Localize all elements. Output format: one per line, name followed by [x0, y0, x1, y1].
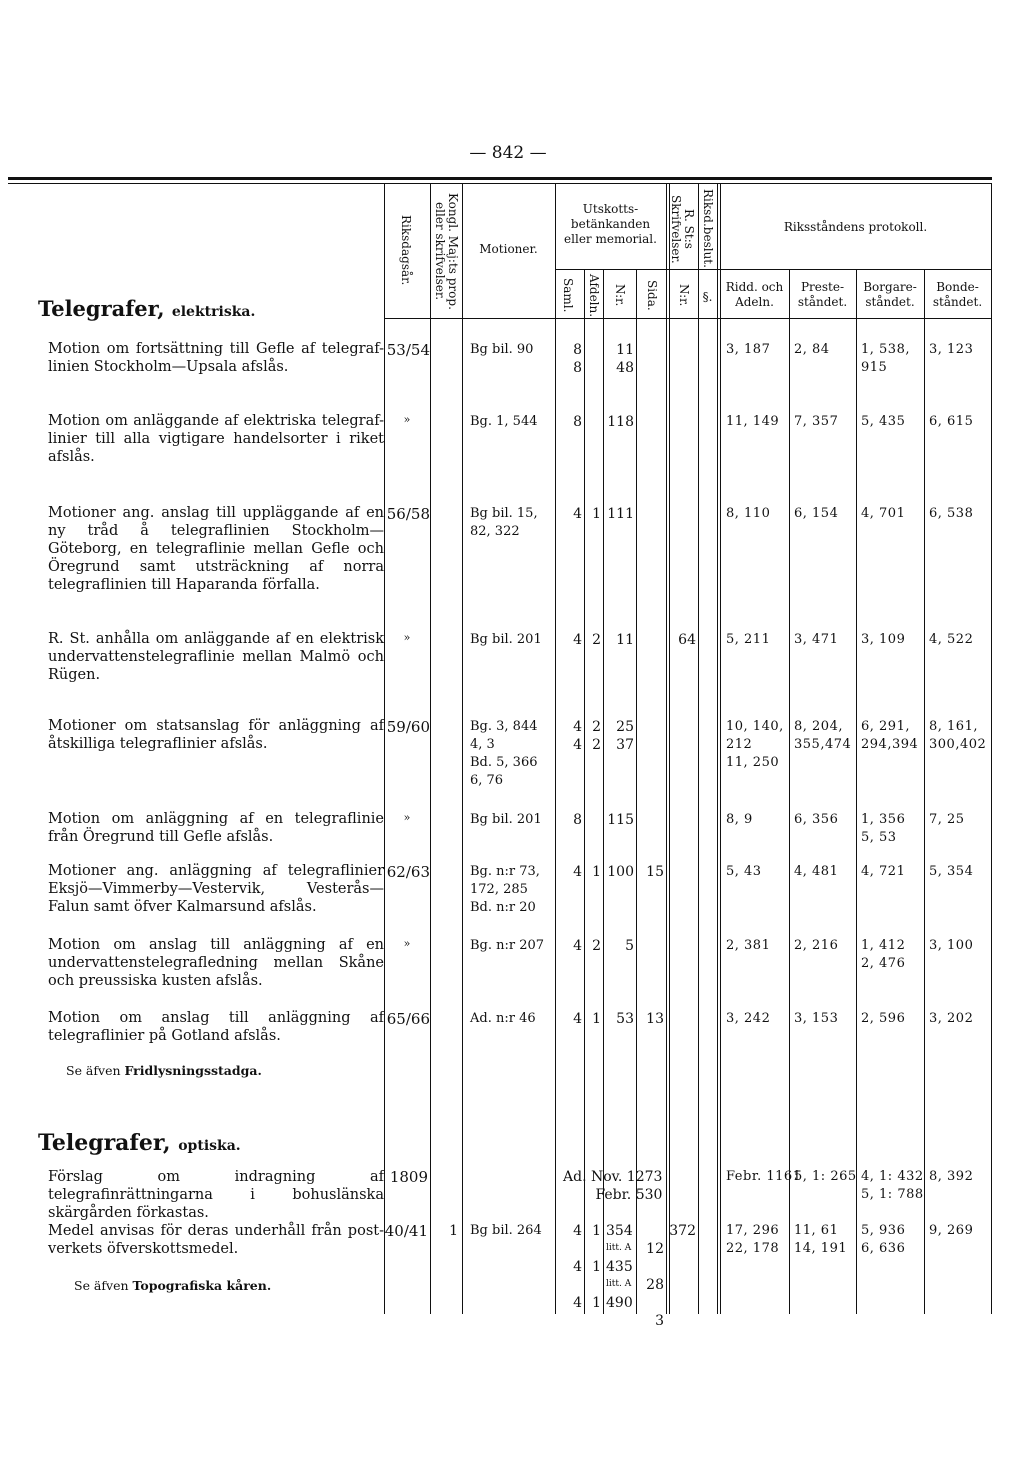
see-also-prefix: Se äfven	[66, 1063, 121, 1078]
row-ridd: Febr. 1161	[726, 1169, 802, 1184]
row-motion: Bg. 3, 844 4, 3 Bd. 5, 366 6, 76	[470, 719, 538, 788]
row-borgare: 1, 538, 915	[861, 342, 910, 375]
row-description: Motion om anläggning af en telegraflinie från Öregrund till Gefle afslås.	[48, 811, 384, 845]
row-ridd: 17, 296 22, 178	[726, 1223, 780, 1256]
row-saml: 4	[573, 506, 582, 522]
row-preste: 4, 481	[794, 864, 839, 879]
row-kongl: 1	[449, 1223, 458, 1239]
row-litt: litt. A	[606, 1279, 632, 1289]
row-nr: 354	[606, 1223, 633, 1239]
header-bonde: Bonde- ståndet.	[932, 280, 983, 309]
row-motion: Bg bil. 201	[470, 812, 542, 827]
row-description: Motioner ang. anslag till uppläggande af en ny tråd å telegraflinien Stockholm—Göteborg, en telegraflinie mellan Gefle och Öregrund samt utsträckning af norra telegraflinien till Haparanda förfalla.	[48, 505, 384, 593]
col-line	[698, 184, 699, 1314]
row-ridd: 8, 110	[726, 506, 771, 521]
section-title-elektriska	[38, 296, 255, 321]
row-bonde: 9, 269	[929, 1223, 974, 1238]
header-para: §.	[702, 290, 713, 304]
section-title-main: Telegrafer,	[38, 296, 165, 321]
row-afd: 1	[592, 1011, 601, 1027]
row-bonde: 4, 522	[929, 632, 974, 647]
row-bonde: 7, 25	[929, 812, 965, 827]
col-line	[717, 184, 718, 1314]
row-bonde: 3, 202	[929, 1011, 974, 1026]
row-nr: 11	[616, 632, 634, 648]
row-motion: Bg. n:r 207	[470, 938, 545, 953]
row-description: Motioner om statsanslag för anläggning af åtskilliga telegraflinier afslås.	[48, 718, 384, 752]
row-saml: 4	[573, 938, 582, 954]
row-nr: 118	[607, 414, 634, 430]
header-saml: Saml.	[561, 277, 575, 313]
row-rst: 372	[669, 1223, 696, 1239]
row-nr: 53	[616, 1011, 634, 1027]
row-motion: Bg bil. 90	[470, 342, 534, 357]
row-borgare: 3, 109	[861, 632, 906, 647]
page-number: — 842 —	[469, 143, 547, 163]
col-line	[669, 184, 670, 1314]
row-afd: 1	[592, 506, 601, 522]
row-ridd: 10, 140, 212 11, 250	[726, 719, 784, 770]
row-preste: 8, 204, 355,474	[794, 719, 852, 752]
row-motion: Bg bil. 201	[470, 632, 542, 647]
see-also-prefix: Se äfven	[74, 1278, 129, 1293]
row-afd: 1	[592, 1295, 601, 1311]
row-saml: 4	[573, 632, 582, 648]
row-afd: 1	[592, 1223, 601, 1239]
row-afd: 2	[592, 938, 601, 954]
col-line	[430, 184, 431, 1314]
row-nr: 435	[606, 1259, 633, 1275]
row-nr: 490	[606, 1295, 633, 1311]
row-sida: 15	[646, 864, 664, 880]
row-description: Motion om fortsättning till Gefle af telegraf-linien Stockholm—Upsala afslås.	[48, 341, 384, 375]
row-utskott: Ad. Nov. 1273 Febr. 530	[563, 1169, 663, 1203]
row-borgare: 1, 412 2, 476	[861, 938, 906, 971]
row-nr: 11 48	[616, 342, 634, 376]
row-afd: 1	[592, 864, 601, 880]
col-line	[584, 270, 585, 1314]
row-motion: Bg bil. 15, 82, 322	[470, 506, 538, 539]
header-utskott: Utskotts- betänkanden eller memorial.	[564, 202, 657, 246]
row-borgare: 4, 701	[861, 506, 906, 521]
row-borgare: 4, 721	[861, 864, 906, 879]
row-year: »	[403, 413, 411, 426]
col-line	[666, 184, 667, 1314]
row-description: Motion om anläggande af elektriska telegraf-linier till alla vigtigare handelsorter i riket afslås.	[48, 413, 384, 465]
row-bonde: 8, 161, 300,402	[929, 719, 987, 752]
row-borgare: 1, 356 5, 53	[861, 812, 906, 845]
row-year: 65/66	[386, 1010, 430, 1028]
section-subtitle: optiska.	[178, 1138, 241, 1154]
row-saml: 4	[573, 1295, 582, 1311]
row-bonde: 8, 392	[929, 1169, 974, 1184]
col-line	[636, 270, 637, 1314]
row-year: »	[403, 631, 411, 644]
header-rsts: R. St:s Skrifvelser.	[669, 194, 696, 264]
header-afdeln: Afdeln.	[587, 274, 601, 318]
header-nr2: N:r.	[677, 283, 691, 307]
header-preste: Preste- ståndet.	[797, 280, 848, 309]
row-afd: 2	[592, 632, 601, 648]
see-also-ref[interactable]: Fridlysningsstadga.	[124, 1063, 262, 1078]
row-saml: 4 4	[573, 719, 582, 753]
row-saml: 8	[573, 812, 582, 828]
row-nr: 5	[625, 938, 634, 954]
col-line	[789, 270, 790, 1314]
row-year: 59/60	[386, 718, 430, 736]
row-ridd: 5, 43	[726, 864, 762, 879]
row-preste: 5, 1: 265	[794, 1169, 857, 1184]
row-year: »	[403, 811, 411, 824]
see-also-topografiska	[74, 1278, 271, 1293]
row-saml: 4	[573, 1011, 582, 1027]
row-year: 56/58	[386, 505, 430, 523]
row-preste: 6, 356	[794, 812, 839, 827]
section-title-main: Telegrafer,	[38, 1130, 171, 1156]
row-preste: 2, 84	[794, 342, 830, 357]
header-nr: N:r.	[613, 283, 627, 307]
row-description: Medel anvisas för deras underhåll från post-verkets öfverskottsmedel.	[48, 1223, 384, 1257]
header-borgare: Borgare- ståndet.	[863, 280, 917, 309]
header-protokoll: Riksståndens protokoll.	[783, 220, 928, 234]
col-line	[924, 270, 925, 1314]
row-afd: 2 2	[592, 719, 601, 753]
see-also-fridlysning	[66, 1063, 262, 1078]
row-description: Förslag om indragning af telegrafinrättningarna i bohuslänska skärgården förkastas.	[48, 1169, 384, 1221]
row-nr: 100	[607, 864, 634, 880]
col-line	[991, 184, 992, 1314]
row-nr: 111	[607, 506, 634, 522]
row-saml: 4	[573, 1259, 582, 1275]
row-borgare: 2, 596	[861, 1011, 906, 1026]
row-motion: Bg. n:r 73, 172, 285 Bd. n:r 20	[470, 864, 540, 915]
row-preste: 6, 154	[794, 506, 839, 521]
header-sida: Sida.	[645, 279, 659, 311]
header-kongl: Kongl. Maj:ts prop. eller skrifvelser.	[433, 192, 460, 310]
row-bonde: 3, 123	[929, 342, 974, 357]
row-litt: litt. A	[606, 1243, 632, 1253]
row-ridd: 3, 242	[726, 1011, 771, 1026]
top-rule-thin	[8, 183, 992, 184]
row-ridd: 8, 9	[726, 812, 753, 827]
row-ridd: 11, 149	[726, 414, 780, 429]
row-motion: Ad. n:r 46	[470, 1011, 536, 1026]
row-motion: Bg. 1, 544	[470, 414, 538, 429]
row-ridd: 2, 381	[726, 938, 771, 953]
row-sida: 3	[655, 1313, 664, 1329]
top-rule-thick	[8, 177, 992, 180]
row-saml: 4	[573, 864, 582, 880]
row-bonde: 6, 538	[929, 506, 974, 521]
row-description: R. St. anhålla om anläggande af en elektrisk undervattenstelegraflinie mellan Malmö och Rügen.	[48, 631, 384, 683]
row-sida: 12	[646, 1241, 664, 1257]
row-preste: 7, 357	[794, 414, 839, 429]
header-riksd-beslut: Riksd.beslut.	[701, 188, 715, 268]
row-description: Motion om anslag till anläggning af telegraflinier på Gotland afslås.	[48, 1010, 384, 1044]
header-rule	[384, 318, 992, 319]
see-also-ref[interactable]: Topografiska kåren.	[132, 1278, 272, 1293]
section-subtitle: elektriska.	[171, 304, 256, 320]
row-preste: 3, 153	[794, 1011, 839, 1026]
row-saml: 8	[573, 414, 582, 430]
row-bonde: 5, 354	[929, 864, 974, 879]
row-description: Motioner ang. anläggning af telegraflinier Eksjö—Vimmerby—Vestervik, Vesterås—Falun samt öfver Kalmarsund afslås.	[48, 863, 384, 915]
row-description: Motion om anslag till anläggning af en undervattenstelegrafledning mellan Skåne och preussiska kusten afslås.	[48, 937, 384, 989]
header-ridd: Ridd. och Adeln.	[725, 280, 784, 309]
subheader-rule-left	[555, 269, 668, 270]
row-borgare: 5, 936 6, 636	[861, 1223, 906, 1256]
row-year: 62/63	[386, 863, 430, 881]
row-motion: Bg bil. 264	[470, 1223, 542, 1238]
header-motioner: Motioner.	[479, 242, 538, 256]
row-rst: 64	[678, 632, 696, 648]
row-afd: 1	[592, 1259, 601, 1275]
row-borgare: 4, 1: 432 5, 1: 788	[861, 1169, 924, 1202]
row-bonde: 3, 100	[929, 938, 974, 953]
row-sida: 28	[646, 1277, 664, 1293]
row-saml: 4	[573, 1223, 582, 1239]
row-preste: 2, 216	[794, 938, 839, 953]
row-ridd: 3, 187	[726, 342, 771, 357]
row-preste: 11, 61 14, 191	[794, 1223, 848, 1256]
row-ridd: 5, 211	[726, 632, 771, 647]
header-riksdagsar: Riksdagsår.	[399, 214, 413, 286]
row-nr: 25 37	[616, 719, 634, 753]
row-year: 1809	[389, 1168, 428, 1186]
col-line	[856, 270, 857, 1314]
row-borgare: 5, 435	[861, 414, 906, 429]
col-line	[462, 184, 463, 1314]
row-nr: 115	[607, 812, 634, 828]
row-year: »	[403, 937, 411, 950]
col-line	[720, 184, 721, 1314]
row-borgare: 6, 291, 294,394	[861, 719, 919, 752]
row-year: 53/54	[386, 341, 430, 359]
row-preste: 3, 471	[794, 632, 839, 647]
row-sida: 13	[646, 1011, 664, 1027]
row-saml: 8 8	[573, 342, 582, 376]
row-bonde: 6, 615	[929, 414, 974, 429]
row-year: 40/41	[384, 1222, 428, 1240]
section-title-optiska	[38, 1130, 241, 1156]
